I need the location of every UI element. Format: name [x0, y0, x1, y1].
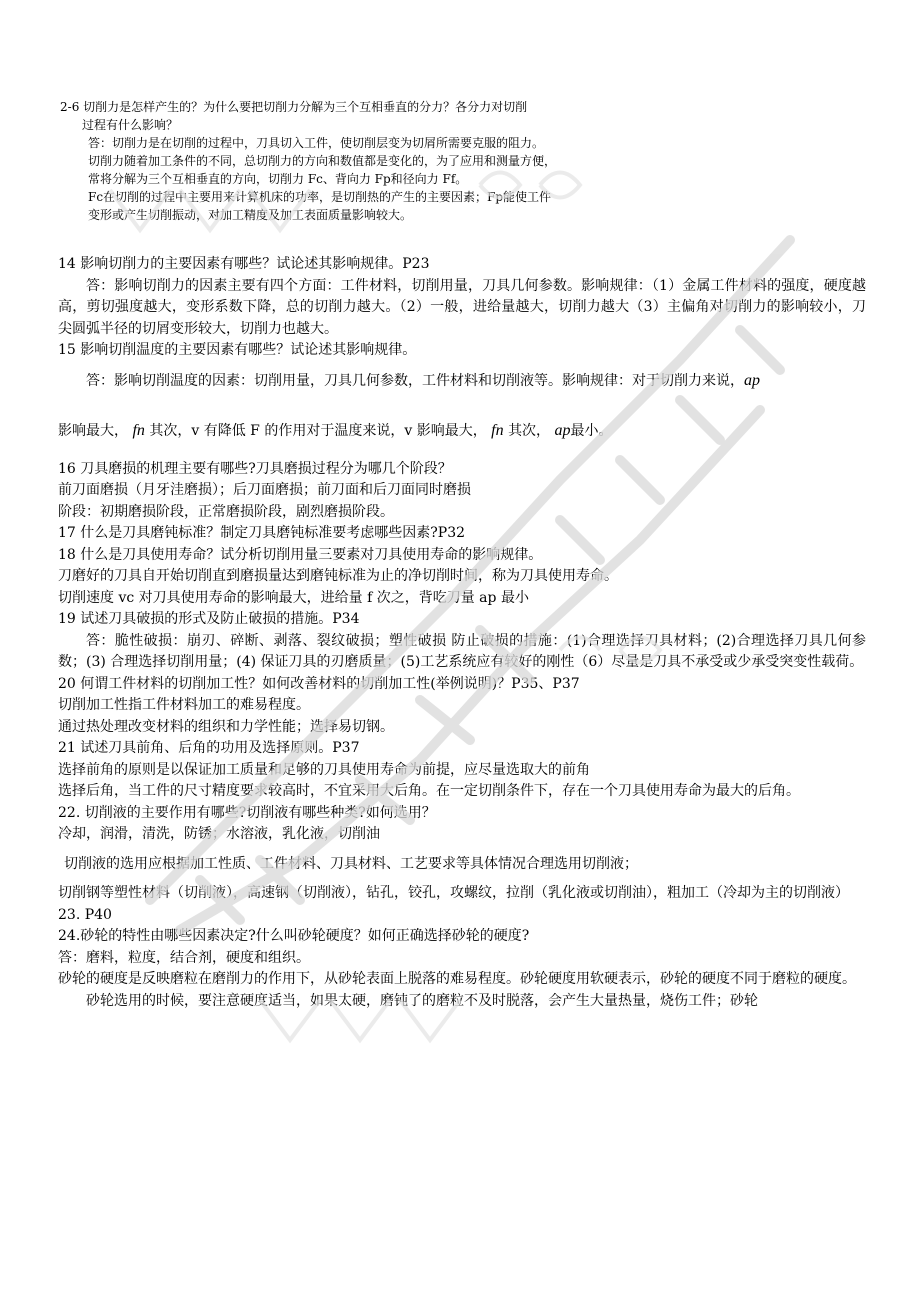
- answer-15-part2: 影响最大， fn 其次，v 有降低 F 的作用对于温度来说，v 影响最大， fn 其次， ap最小。: [58, 422, 613, 439]
- question-18: 18 什么是刀具使用寿命？试分析切削用量三要素对刀具使用寿命的影响规律。: [58, 546, 543, 563]
- answer-24-line1: 答：磨料，粒度，结合剂，硬度和组织。: [58, 949, 310, 966]
- scan-line: 切削力随着加工条件的不同，总切削力的方向和数值都是变化的，为了应用和测量方便，: [88, 154, 557, 168]
- question-16: 16 刀具磨损的机理主要有哪些?刀具磨损过程分为哪几个阶段？: [58, 460, 452, 477]
- question-15: 15 影响切削温度的主要因素有哪些？试论述其影响规律。: [58, 342, 417, 358]
- answer-21-line2: 选择后角，当工件的尺寸精度要求较高时，不宜采用大后角。在一定切削条件下，存在一个刀具使用寿命为最大的后角。: [58, 783, 800, 799]
- answer-20-line2: 通过热处理改变材料的组织和力学性能；选择易切钢。: [58, 718, 394, 735]
- question-24: 24.砂轮的特性由哪些因素决定?什么叫砂轮硬度？如何正确选择砂轮的硬度?: [58, 928, 530, 944]
- scan-line: 答：切削力是在切削的过程中，刀具切入工件，使切削层变为切屑所需要克服的阻力。: [88, 136, 545, 150]
- answer-24-line2: 砂轮的硬度是反映磨粒在磨削力的作用下，从砂轮表面上脱落的难易程度。砂轮硬度用软硬表示，砂轮的硬度不同于磨粒的硬度。: [58, 971, 856, 987]
- answer-22-line2: 切削液的选用应根据加工性质、工件材料、刀具材料、工艺要求等具体情况合理选用切削液；: [64, 855, 638, 872]
- scan-line: 2-6 切削力是怎样产生的？为什么要把切削力分解为三个互相垂直的分力？各分力对切削: [60, 100, 528, 114]
- scanned-excerpt: [60, 98, 620, 224]
- scan-line: 变形或产生切削振动，对加工精度及加工表面质量影响较大。: [88, 208, 413, 222]
- answer-22-line1: 冷却，润滑，清洗，防锈；水溶液，乳化液，切削油: [58, 826, 380, 842]
- answer-15-part1: 答：影响切削温度的因素：切削用量，刀具几何参数，工件材料和切削液等。影响规律：对于切削力来说，ap: [86, 371, 760, 389]
- answer-21-line1: 选择前角的原则是以保证加工质量和足够的刀具使用寿命为前提，应尽量选取大的前角: [58, 761, 590, 778]
- scan-line: 常将分解为三个互相垂直的方向，切削力 Fc、背向力 Fp和径向力 Ff。: [88, 172, 468, 186]
- answer-22-line3: 切削钢等塑性材料（切削液），高速钢（切削液），钻孔，铰孔，攻螺纹，拉削（乳化液或切削油），粗加工（冷却为主的切削液）: [58, 885, 849, 901]
- answer-18-line2: 切削速度 vc 对刀具使用寿命的影响最大，进给量 f 次之，背吃刀量 ap 最小: [58, 589, 529, 606]
- answer-24-line3: 砂轮选用的时候，要注意硬度适当，如果太硬，磨钝了的磨粒不及时脱落，会产生大量热量，烧伤工件；砂轮: [86, 992, 758, 1009]
- question-19: 19 试述刀具破损的形式及防止破损的措施。P34: [58, 611, 360, 627]
- answer-19: 答：脆性破损：崩刃、碎断、剥落、裂纹破损；塑性破损 防止破损的措施：(1)合理选择刀具材料；(2)合理选择刀具几何参数；(3) 合理选择切削用量；(4) 保证刀具的刃磨质量；(5)工艺系统应有较好的刚性（6）尽量是刀具不承受或少承受突变性载荷。: [58, 632, 866, 670]
- answer-16-line2: 阶段：初期磨损阶段，正常磨损阶段，剧烈磨损阶段。: [58, 503, 394, 520]
- question-22: 22. 切削液的主要作用有哪些?切削液有哪些种类?如何选用？: [58, 804, 436, 821]
- scan-line: 过程有什么影响？: [82, 118, 179, 132]
- answer-16-line1: 前刀面磨损（月牙洼磨损）；后刀面磨损；前刀面和后刀面同时磨损: [58, 482, 471, 498]
- question-21: 21 试述刀具前角、后角的功用及选择原则。P37: [58, 740, 360, 756]
- question-14: 14 影响切削力的主要因素有哪些？试论述其影响规律。P23: [58, 256, 430, 272]
- document-body: [58, 254, 866, 1012]
- question-23: 23. P40: [58, 906, 112, 923]
- question-20: 20 何谓工件材料的切削加工性？如何改善材料的切削加工性(举例说明)？P35、P37: [58, 675, 580, 692]
- scan-line: Fc在切削的过程中主要用来计算机床的功率，是切削热的产生的主要因素；Fp能使工件: [88, 190, 552, 204]
- answer-20-line1: 切削加工性指工件材料加工的难易程度。: [58, 697, 310, 713]
- question-17: 17 什么是刀具磨钝标准？制定刀具磨钝标准要考虑哪些因素?P32: [58, 525, 466, 541]
- answer-18-line1: 刀磨好的刀具自开始切削直到磨损量达到磨钝标准为止的净切削时间，称为刀具使用寿命。: [58, 568, 618, 584]
- answer-14: 答：影响切削力的因素主要有四个方面：工件材料，切削用量，刀具几何参数。影响规律：（1）金属工件材料的强度，硬度越高，剪切强度越大，变形系数下降，总的切削力越大。（2）一般，进给量越大，切削力越大（3）主偏角对切削力的影响较小，刀尖圆弧半径的切屑变形较大，切削力也越大。: [58, 277, 866, 337]
